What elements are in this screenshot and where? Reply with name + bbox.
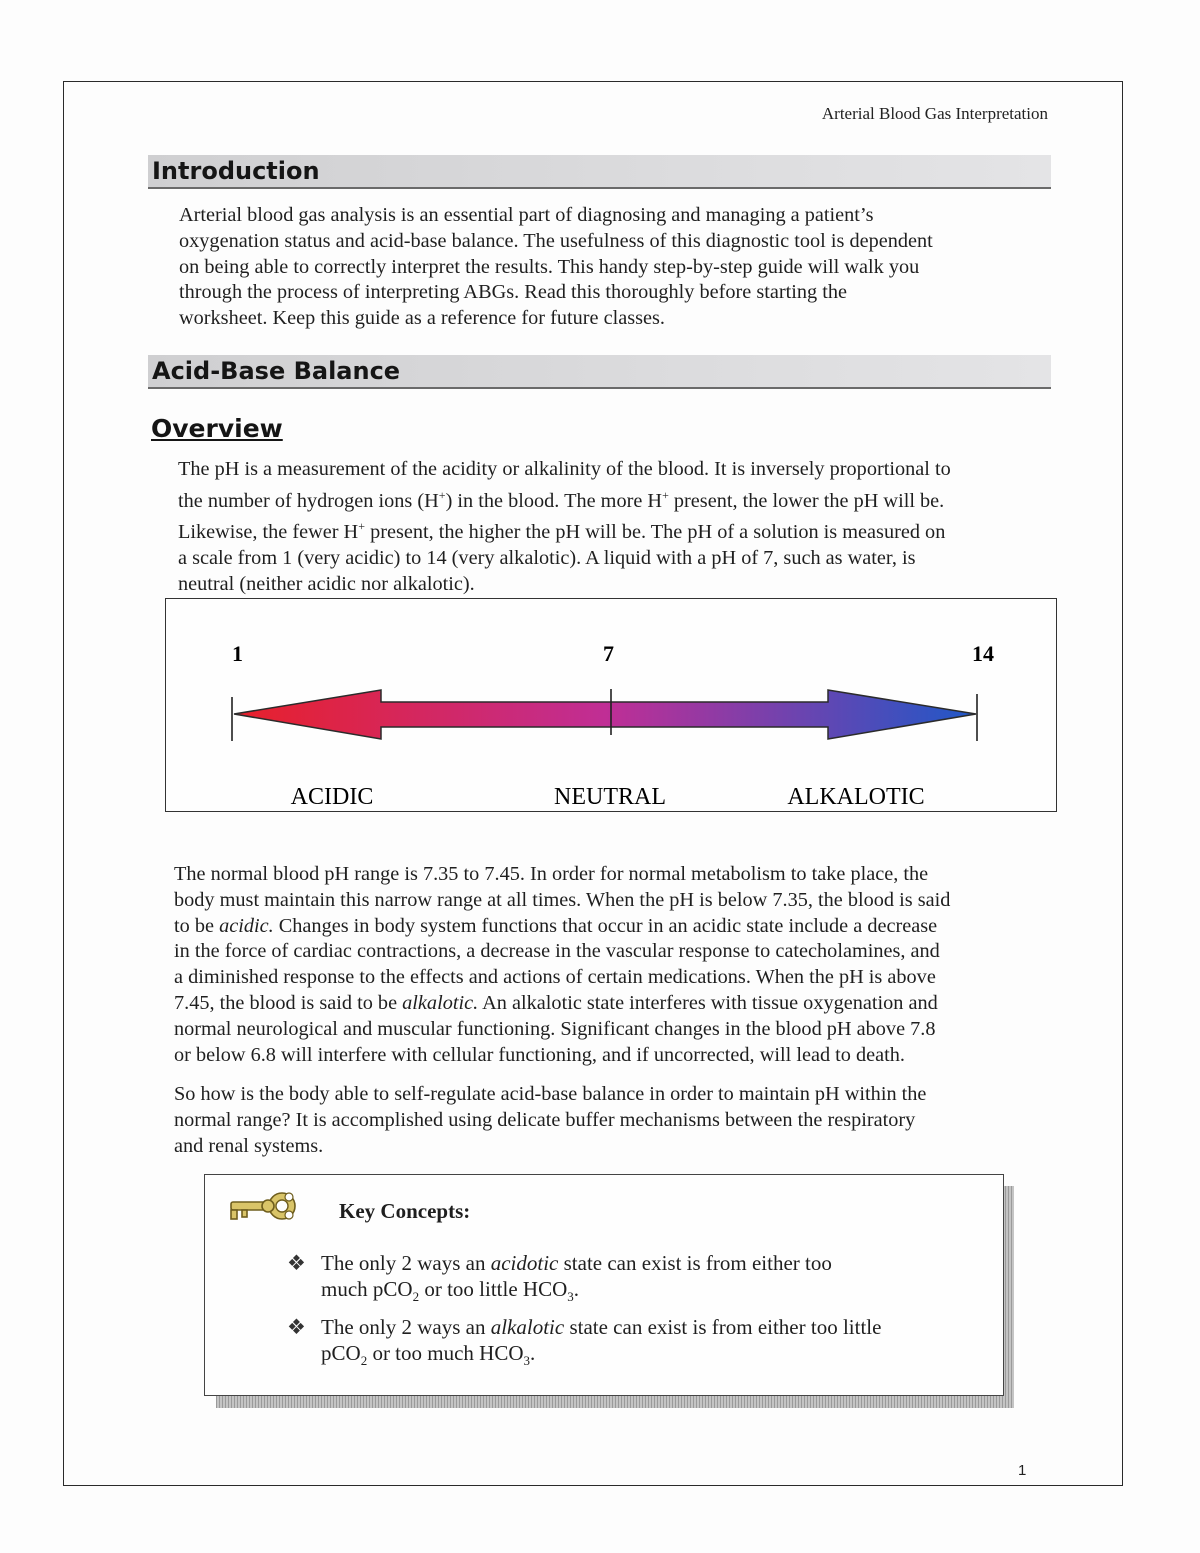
key-concept-item-alkalotic [321,1314,961,1374]
text-line: Likewise, the fewer H [178,521,359,544]
superscript: + [358,519,365,534]
overview-paragraph [178,457,1068,598]
key-icon [223,1185,303,1227]
emphasis-acidotic: acidotic [490,1251,559,1275]
superscript: + [438,487,446,502]
section-bar-acid-base-balance [148,355,1051,389]
subscript: 2 [412,1289,420,1305]
text-line: in the force of cardiac contractions, a decrease in the vascular response to catecholamines, and [174,940,940,963]
ph-label-alkalotic: ALKALOTIC [787,784,925,810]
key-concepts-title: Key Concepts: [339,1199,471,1223]
key-concepts-box [204,1174,1004,1396]
text-line: normal neurological and muscular functioning. Significant changes in the blood pH above 7.8 [174,1017,936,1040]
ph-label-neutral: NEUTRAL [554,784,666,810]
diamond-bullet-icon: ❖ [287,1251,306,1275]
subscript: 3 [523,1353,531,1369]
section-heading-introduction: Introduction [152,157,320,185]
text-line: So how is the body able to self-regulate acid-base balance in order to maintain pH within the [174,1083,927,1105]
text-line: or too much HCO [367,1341,524,1365]
text-line: Arterial blood gas analysis is an essential part of diagnosing and managing a patient’s [179,204,874,226]
text-line: present, the higher the pH will be. The pH of a solution is measured on [365,521,946,544]
ph-label-min: 1 [232,641,243,666]
overview-heading: Overview [151,414,283,443]
section-heading-acid-base-balance: Acid-Base Balance [152,357,401,385]
subscript: 3 [567,1289,574,1305]
emphasis-alkalotic: alkalotic. [402,991,479,1014]
text-line: present, the lower the pH will be. [668,489,945,512]
text-line: pCO [321,1341,361,1365]
ph-double-arrow [234,690,976,739]
text-line: a scale from 1 (very acidic) to 14 (very alkalotic). A liquid with a pH of 7, such as water, is [178,546,916,569]
page-number: 1 [1018,1462,1027,1479]
ph-label-max: 14 [972,641,994,666]
text-line: The pH is a measurement of the acidity or alkalinity of the blood. It is inversely proportional to [178,458,951,480]
running-header: Arterial Blood Gas Interpretation [821,104,1048,123]
text-line: a diminished response to the effects and actions of certain medications. When the pH is above [174,966,936,989]
text-line: through the process of interpreting ABGs. Read this thoroughly before starting the [179,281,848,304]
text-line: normal range? It is accomplished using delicate buffer mechanisms between the respiratory [174,1108,916,1131]
emphasis-alkalotic-concept: alkalotic [490,1315,565,1339]
text-line: the number of hydrogen ions (H [178,489,439,512]
ph-label-acidic: ACIDIC [290,784,374,810]
ph-scale-figure [165,598,1057,812]
text-line: or too little HCO [419,1277,568,1301]
regulation-paragraph [174,1082,1064,1159]
superscript: + [662,487,669,502]
text-line: . [573,1277,579,1301]
text-line: neutral (neither acidic nor alkalotic). [178,572,475,595]
text-line: An alkalotic state interferes with tissue oxygenation and [478,991,938,1014]
text-line: 7.45, the blood is said to be [174,991,403,1014]
diamond-bullet-icon: ❖ [287,1315,306,1339]
subscript: 2 [360,1353,368,1369]
text-line: on being able to correctly interpret the results. This handy step-by-step guide will walk you [179,255,920,278]
text-line: The only 2 ways an [321,1315,491,1339]
text-line: . [530,1341,536,1365]
text-line: body must maintain this narrow range at all times. When the pH is below 7.35, the blood is said [174,888,951,911]
text-line: ) in the blood. The more H [445,489,663,512]
ph-label-mid: 7 [603,641,614,666]
text-line: or below 6.8 will interfere with cellular functioning, and if uncorrected, will lead to death. [174,1043,906,1066]
ph-scale-diagram [166,599,1058,813]
text-line: and renal systems. [174,1134,324,1157]
introduction-paragraph [179,203,1059,332]
emphasis-acidic: acidic. [219,914,274,937]
text-line: state can exist is from either too [558,1251,832,1275]
text-line: The only 2 ways an [321,1251,491,1275]
key-concept-item-acidotic [321,1250,961,1310]
text-line: worksheet. Keep this guide as a reference for future classes. [179,307,665,330]
text-line: Changes in body system functions that occur in an acidic state include a decrease [273,914,938,937]
text-line: much pCO [321,1277,413,1301]
text-line: The normal blood pH range is 7.35 to 7.45. In order for normal metabolism to take place, the [174,863,929,885]
text-line: state can exist is from either too little [564,1315,882,1339]
normal-range-paragraph [174,862,1064,1068]
text-line: to be [174,914,220,937]
text-line: oxygenation status and acid-base balance. The usefulness of this diagnostic tool is dependent [179,229,933,252]
section-bar-introduction [148,155,1051,189]
